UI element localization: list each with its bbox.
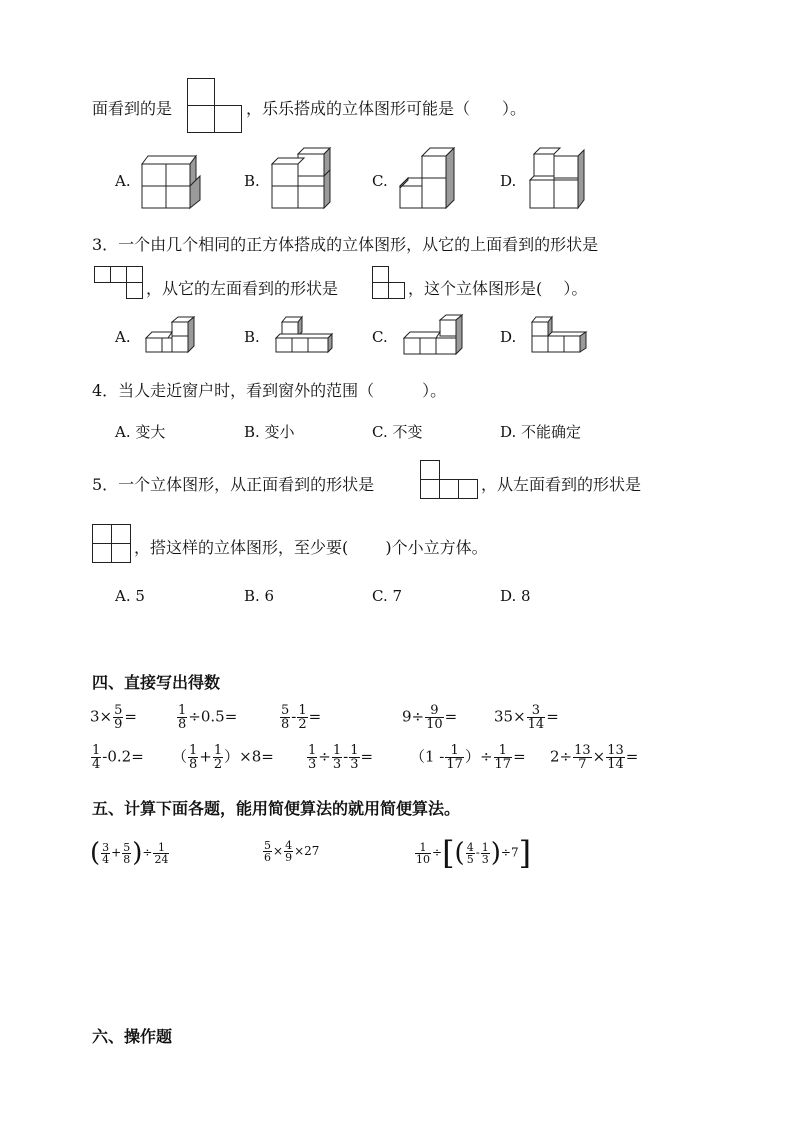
q3-option-d[interactable]: D. (500, 328, 517, 346)
q5-left-view-figure (92, 524, 132, 564)
q3-option-a-figure (144, 316, 200, 356)
q3-option-c[interactable]: C. (372, 328, 388, 346)
s4-r1-e2: $\frac{1}{8}$ ÷0.5= (178, 703, 238, 732)
q3-top-view-figure (94, 266, 144, 300)
q2-option-d-figure (528, 146, 594, 210)
q3-option-b[interactable]: B. (244, 328, 260, 346)
q5-option-b[interactable]: B. 6 (244, 587, 275, 605)
q5-text-c: ，搭这样的立体图形，至少要( )个小立方体。 (134, 538, 488, 557)
s5-problem-2: $\frac{5}{6}$ × $\frac{4}{9}$ ×27 (264, 839, 320, 864)
q5-text-b: ，从左面看到的形状是 (481, 475, 642, 494)
q4-option-c[interactable]: C. 不变 (372, 423, 423, 441)
q4-option-b[interactable]: B. 变小 (244, 423, 295, 441)
q2-option-a-figure (142, 150, 206, 210)
q2-option-d[interactable]: D. (500, 172, 517, 190)
q3-text-a: ，从它的左面看到的形状是 (146, 279, 339, 298)
q2-option-b[interactable]: B. (244, 172, 260, 190)
section5-title: 五、计算下面各题，能用简便算法的就用简便算法。 (92, 799, 461, 818)
s5-problem-3: $\frac{1}{10}$ ÷[( $\frac{4}{5}$ - $\frac{1}{3}$ )÷7] (416, 834, 532, 872)
s5-problem-1: ( $\frac{3}{4}$ + $\frac{5}{8}$ )÷ $\frac{1}{24}$ (90, 838, 169, 868)
s4-r2-e3: $\frac{1}{3}$ ÷ $\frac{1}{3}$ - $\frac{1}{3}$ = (308, 743, 374, 772)
s4-r1-e5: 35× $\frac{3}{14}$ = (494, 703, 559, 732)
section6-title: 六、操作题 (92, 1027, 173, 1046)
q4-option-d[interactable]: D. 不能确定 (500, 423, 582, 441)
q3-text-b: ，这个立体图形是( ）。 (408, 279, 588, 298)
s4-r2-e2: （ $\frac{1}{8}$ + $\frac{1}{2}$ ）×8= (172, 743, 274, 772)
q3-option-b-figure (274, 316, 336, 356)
q2-line (92, 96, 172, 119)
q2-option-a[interactable]: A. (115, 172, 131, 190)
q4-option-a[interactable]: A. 变大 (115, 423, 166, 441)
q3-left-view-figure (372, 266, 406, 300)
q5-front-view-figure (420, 460, 480, 500)
q5-option-a[interactable]: A. 5 (115, 587, 145, 605)
s4-r2-e1: $\frac{1}{4}$ -0.2= (92, 743, 144, 772)
q2-option-c-figure (398, 146, 464, 210)
q3-line1: 3．一个由几个相同的正方体搭成的立体图形，从它的上面看到的形状是 (92, 235, 599, 254)
q3-option-a[interactable]: A. (115, 328, 131, 346)
s4-r1-e3: $\frac{5}{8}$ - $\frac{1}{2}$ = (281, 703, 322, 732)
q3-option-c-figure (402, 314, 464, 356)
q4-text: 4．当人走近窗户时，看到窗外的范围（ ）。 (92, 381, 447, 400)
q3-option-d-figure (530, 316, 590, 356)
q2-option-c[interactable]: C. (372, 172, 388, 190)
s4-r1-e1: 3× $\frac{5}{9}$ = (90, 703, 137, 732)
q2-view-figure (187, 78, 243, 134)
q2-text-after: ，乐乐搭成的立体图形可能是（ ）。 (246, 99, 527, 118)
section4-title: 四、直接写出得数 (92, 673, 221, 692)
s4-r2-e5: 2÷ $\frac{13}{7}$ × $\frac{13}{14}$ = (550, 743, 639, 772)
q2-text-before: 面看到的是 (92, 99, 173, 118)
s4-r1-e4: 9÷ $\frac{9}{10}$ = (402, 703, 458, 732)
q5-option-d[interactable]: D. 8 (500, 587, 531, 605)
q2-option-b-figure (270, 146, 336, 210)
q5-text-a: 5．一个立体图形，从正面看到的形状是 (92, 475, 375, 494)
q5-option-c[interactable]: C. 7 (372, 587, 403, 605)
s4-r2-e4: （1 - $\frac{1}{17}$ ）÷ $\frac{1}{17}$ = (410, 743, 526, 772)
